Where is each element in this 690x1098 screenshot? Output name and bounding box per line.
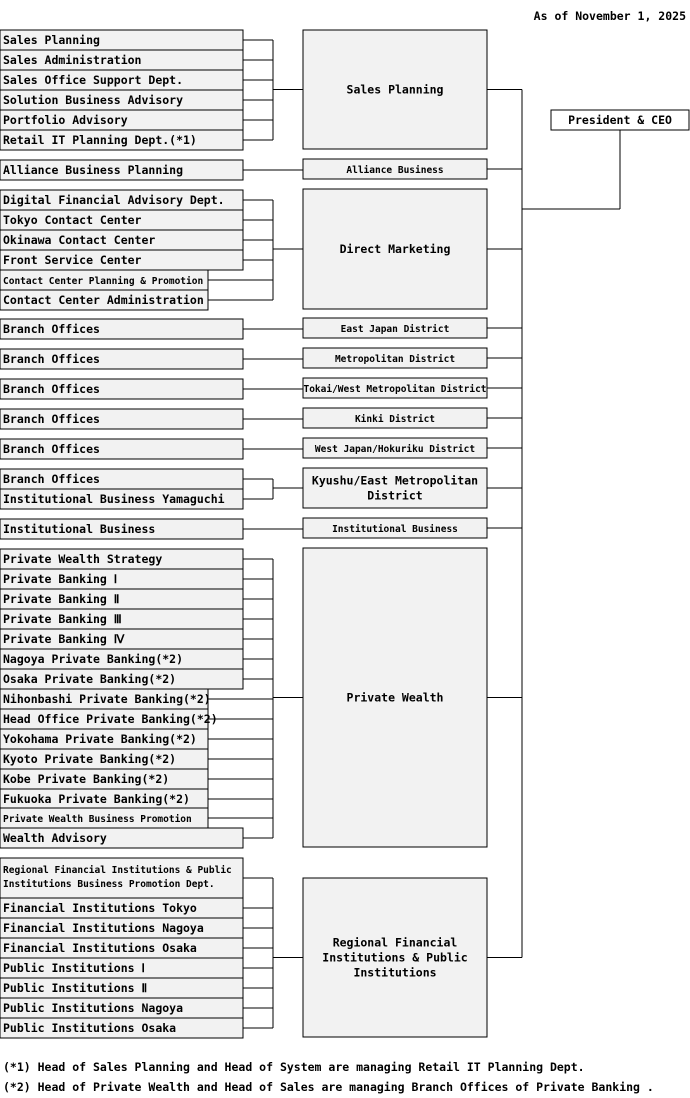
dept-label: Branch Offices: [3, 472, 100, 486]
dept-label: Sales Administration: [3, 53, 142, 67]
dept-label: Institutional Business: [3, 522, 156, 536]
dept-label: Financial Institutions Tokyo: [3, 901, 197, 915]
dept-label: Solution Business Advisory: [3, 93, 184, 107]
dept-label: Private Banking Ⅰ: [3, 572, 118, 586]
dept-label: Digital Financial Advisory Dept.: [3, 193, 225, 207]
group-label: Institutions: [353, 965, 437, 980]
group-label: Tokai/West Metropolitan District: [303, 384, 487, 395]
group-label: Metropolitan District: [334, 354, 456, 365]
dept-label: Public Institutions Nagoya: [3, 1001, 184, 1015]
group-label: East Japan District: [340, 324, 450, 335]
dept-label: Institutional Business Yamaguchi: [3, 492, 225, 506]
group-label: Sales Planning: [346, 82, 444, 97]
group-label: District: [367, 488, 423, 503]
group-boxes: [303, 30, 487, 1037]
dept-label: Okinawa Contact Center: [3, 233, 156, 247]
group-label: Institutions & Public: [322, 950, 468, 965]
footnote-1: (*1) Head of Sales Planning and Head of System are managing Retail IT Planning Dept.: [3, 1060, 585, 1074]
dept-label: Alliance Business Planning: [3, 163, 184, 177]
group-label: Direct Marketing: [339, 242, 451, 256]
dept-label: Retail IT Planning Dept.(*1): [3, 133, 197, 147]
group-label: Kyushu/East Metropolitan: [311, 473, 479, 488]
dept-label: Kobe Private Banking(*2): [3, 772, 170, 786]
as-of-date: As of November 1, 2025: [533, 9, 686, 23]
dept-label: Branch Offices: [3, 412, 100, 426]
dept-label: Fukuoka Private Banking(*2): [3, 792, 190, 806]
dept-label: Tokyo Contact Center: [3, 213, 142, 227]
dept-label: Private Banking Ⅲ: [3, 612, 122, 626]
dept-label: Wealth Advisory: [3, 831, 107, 845]
dept-label: Osaka Private Banking(*2): [3, 672, 177, 686]
dept-label: Financial Institutions Osaka: [3, 941, 197, 955]
dept-label: Branch Offices: [3, 442, 100, 456]
dept-label: Public Institutions Ⅰ: [3, 961, 145, 975]
dept-label: Public Institutions Ⅱ: [3, 981, 148, 995]
dept-label: Kyoto Private Banking(*2): [3, 752, 177, 766]
president-label: President & CEO: [568, 113, 672, 127]
dept-label: Contact Center Administration: [3, 293, 204, 307]
dept-label: Front Service Center: [3, 253, 142, 267]
dept-label: Branch Offices: [3, 322, 100, 336]
dept-label: Portfolio Advisory: [3, 113, 128, 127]
dept-label: Private Banking Ⅱ: [3, 592, 120, 606]
dept-label: Private Wealth Business Promotion: [3, 814, 192, 825]
dept-label: Sales Planning: [3, 33, 100, 47]
dept-box-regional-financial-institutions-public-institutions[interactable]: [0, 858, 243, 898]
department-boxes: [0, 30, 243, 1038]
dept-label: Nihonbashi Private Banking(*2): [3, 692, 211, 706]
dept-label-line: Regional Financial Institutions & Public: [3, 865, 232, 876]
group-label: Kinki District: [354, 414, 436, 425]
dept-label: Yokohama Private Banking(*2): [3, 732, 197, 746]
dept-label: Branch Offices: [3, 382, 100, 396]
group-label: Regional Financial: [332, 935, 458, 950]
dept-label: Nagoya Private Banking(*2): [3, 652, 184, 666]
group-label: Institutional Business: [332, 524, 458, 535]
dept-label: Branch Offices: [3, 352, 100, 366]
dept-label: Head Office Private Banking(*2): [3, 712, 218, 726]
footnote-2: (*2) Head of Private Wealth and Head of Sales are managing Branch Offices of Private Banking .: [3, 1080, 654, 1094]
group-label: Alliance Business: [346, 165, 444, 176]
group-label: West Japan/Hokuriku District: [314, 444, 476, 455]
dept-label: Public Institutions Osaka: [3, 1021, 177, 1035]
dept-label: Sales Office Support Dept.: [3, 73, 184, 87]
dept-label-line: Institutions Business Promotion Dept.: [3, 879, 215, 890]
dept-label: Private Wealth Strategy: [3, 552, 163, 566]
dept-label: Private Banking Ⅳ: [3, 632, 125, 646]
group-label: Private Wealth: [346, 690, 444, 705]
dept-label: Financial Institutions Nagoya: [3, 921, 204, 935]
dept-label: Contact Center Planning & Promotion: [3, 276, 204, 287]
